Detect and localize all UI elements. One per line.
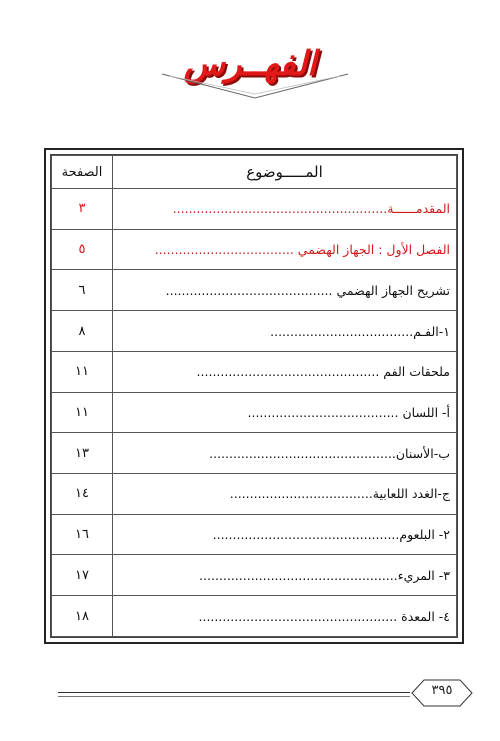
toc-page: ١٣ bbox=[52, 433, 113, 474]
toc-page: ١٨ bbox=[52, 596, 113, 637]
toc-row bbox=[52, 514, 457, 555]
title-underline-ornament bbox=[160, 72, 350, 102]
page-number: ٣٩٥ bbox=[431, 683, 453, 698]
toc-row bbox=[52, 392, 457, 433]
toc-row bbox=[52, 555, 457, 596]
toc-body bbox=[52, 189, 457, 637]
toc-page: ١٧ bbox=[52, 555, 113, 596]
toc-topic: المقدمــــــة...................................................... bbox=[113, 189, 457, 230]
toc-topic: تشريح الجهاز الهضمي .......................................... bbox=[113, 270, 457, 311]
toc-topic: ٢- البلعوم............................................... bbox=[113, 514, 457, 555]
toc-row bbox=[52, 311, 457, 352]
toc-row bbox=[52, 229, 457, 270]
toc-row bbox=[52, 433, 457, 474]
toc-topic: أ- اللسان ...................................... bbox=[113, 392, 457, 433]
toc-page: ٨ bbox=[52, 311, 113, 352]
toc-topic: ٣- المريء.................................................. bbox=[113, 555, 457, 596]
toc-page: ٣ bbox=[52, 189, 113, 230]
toc-frame bbox=[44, 148, 464, 644]
toc-page: ١١ bbox=[52, 392, 113, 433]
toc-row bbox=[52, 189, 457, 230]
header-page: الصفحة bbox=[52, 156, 113, 189]
toc-topic: ج-الغدد اللعابية.................................... bbox=[113, 474, 457, 515]
toc-topic: ١-الفـم.................................... bbox=[113, 311, 457, 352]
toc-row bbox=[52, 596, 457, 637]
toc-topic: ٤- المعدة .................................................. bbox=[113, 596, 457, 637]
toc-header-row bbox=[52, 156, 457, 189]
toc-row bbox=[52, 270, 457, 311]
toc-page: ١١ bbox=[52, 351, 113, 392]
footer-rule-thin bbox=[58, 696, 410, 697]
toc-page: ١٦ bbox=[52, 514, 113, 555]
toc-topic: ملحقات الفم .............................................. bbox=[113, 351, 457, 392]
toc-topic: الفصل الأول : الجهاز الهضمي ................................... bbox=[113, 229, 457, 270]
toc-page: ٥ bbox=[52, 229, 113, 270]
toc-topic: ب-الأسنان............................................... bbox=[113, 433, 457, 474]
toc-row bbox=[52, 474, 457, 515]
toc-page: ٦ bbox=[52, 270, 113, 311]
footer-rule bbox=[58, 692, 410, 693]
page-title: الفهــرس bbox=[183, 44, 317, 84]
toc-table bbox=[51, 155, 457, 637]
toc-inner-border bbox=[50, 154, 458, 638]
header-topic: المـــــوضوع bbox=[113, 156, 457, 189]
toc-page: ١٤ bbox=[52, 474, 113, 515]
toc-row bbox=[52, 351, 457, 392]
